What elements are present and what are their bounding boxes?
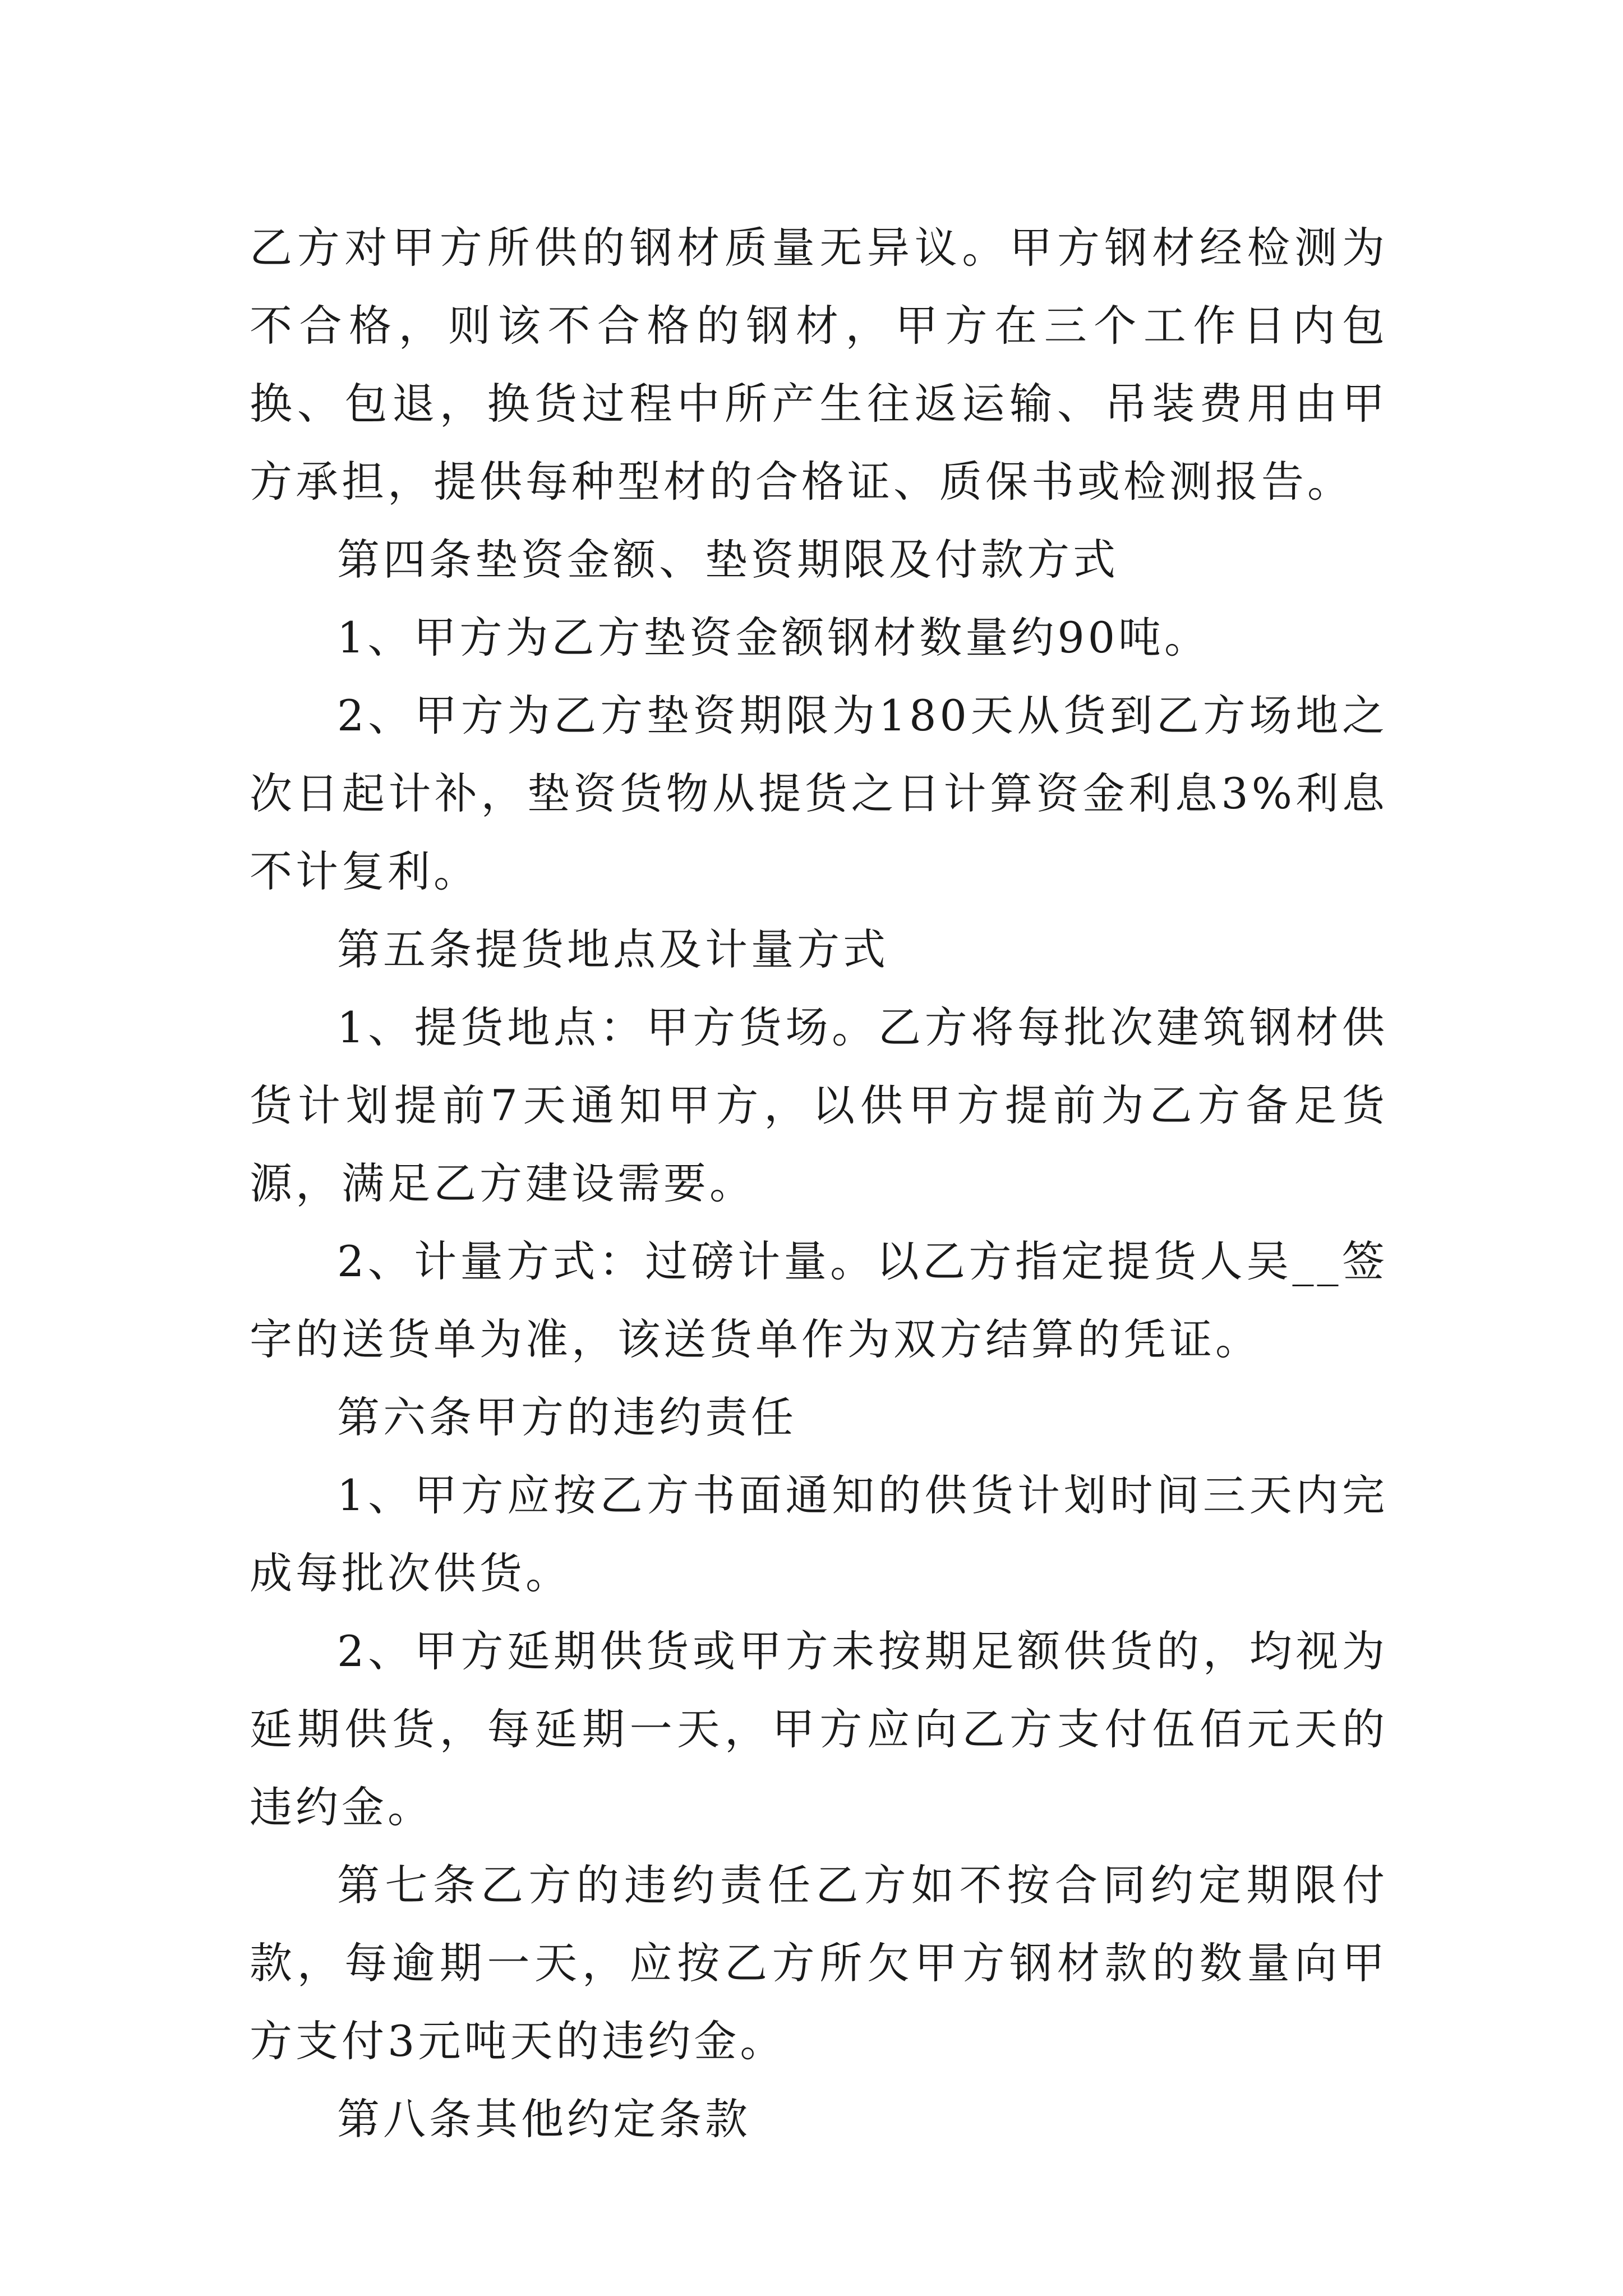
heading-article-5: 第五条提货地点及计量方式 — [337, 924, 889, 974]
paragraph-article-7: 第七条乙方的违约责任乙方如不按合同约定期限付款，每逾期一天，应按乙方所欠甲方钢材款的数量向甲方支付3元吨天的违约金。 — [250, 1860, 1388, 2066]
paragraph-article-6-item-1: 1、甲方应按乙方书面通知的供货计划时间三天内完成每批次供货。 — [250, 1470, 1388, 1598]
heading-article-8: 第八条其他约定条款 — [337, 2094, 751, 2144]
paragraph-article-6-item-2: 2、甲方延期供货或甲方未按期足额供货的，均视为延期供货，每延期一天，甲方应向乙方支付伍佰元天的违约金。 — [250, 1626, 1388, 1832]
heading-article-6: 第六条甲方的违约责任 — [337, 1392, 797, 1442]
heading-article-4: 第四条垫资金额、垫资期限及付款方式 — [337, 535, 1119, 585]
document-body — [250, 209, 1388, 2158]
paragraph-quality-clause: 乙方对甲方所供的钢材质量无异议。甲方钢材经检测为不合格，则该不合格的钢材，甲方在三个工作日内包换、包退，换货过程中所产生往返运输、吊装费用由甲方承担，提供每种型材的合格证、质保书或检测报告。 — [250, 223, 1388, 507]
paragraph-article-4-item-2: 2、甲方为乙方垫资期限为180天从货到乙方场地之次日起计补，垫资货物从提货之日计算资金利息3%利息不计复利。 — [250, 691, 1388, 896]
paragraph-article-4-item-1: 1、甲方为乙方垫资金额钢材数量约90吨。 — [337, 613, 1211, 662]
paragraph-article-5-item-2: 2、计量方式：过磅计量。以乙方指定提货人吴__签字的送货单为准，该送货单作为双方结算的凭证。 — [250, 1236, 1388, 1364]
paragraph-article-5-item-1: 1、提货地点：甲方货场。乙方将每批次建筑钢材供货计划提前7天通知甲方，以供甲方提前为乙方备足货源，满足乙方建设需要。 — [250, 1002, 1388, 1208]
